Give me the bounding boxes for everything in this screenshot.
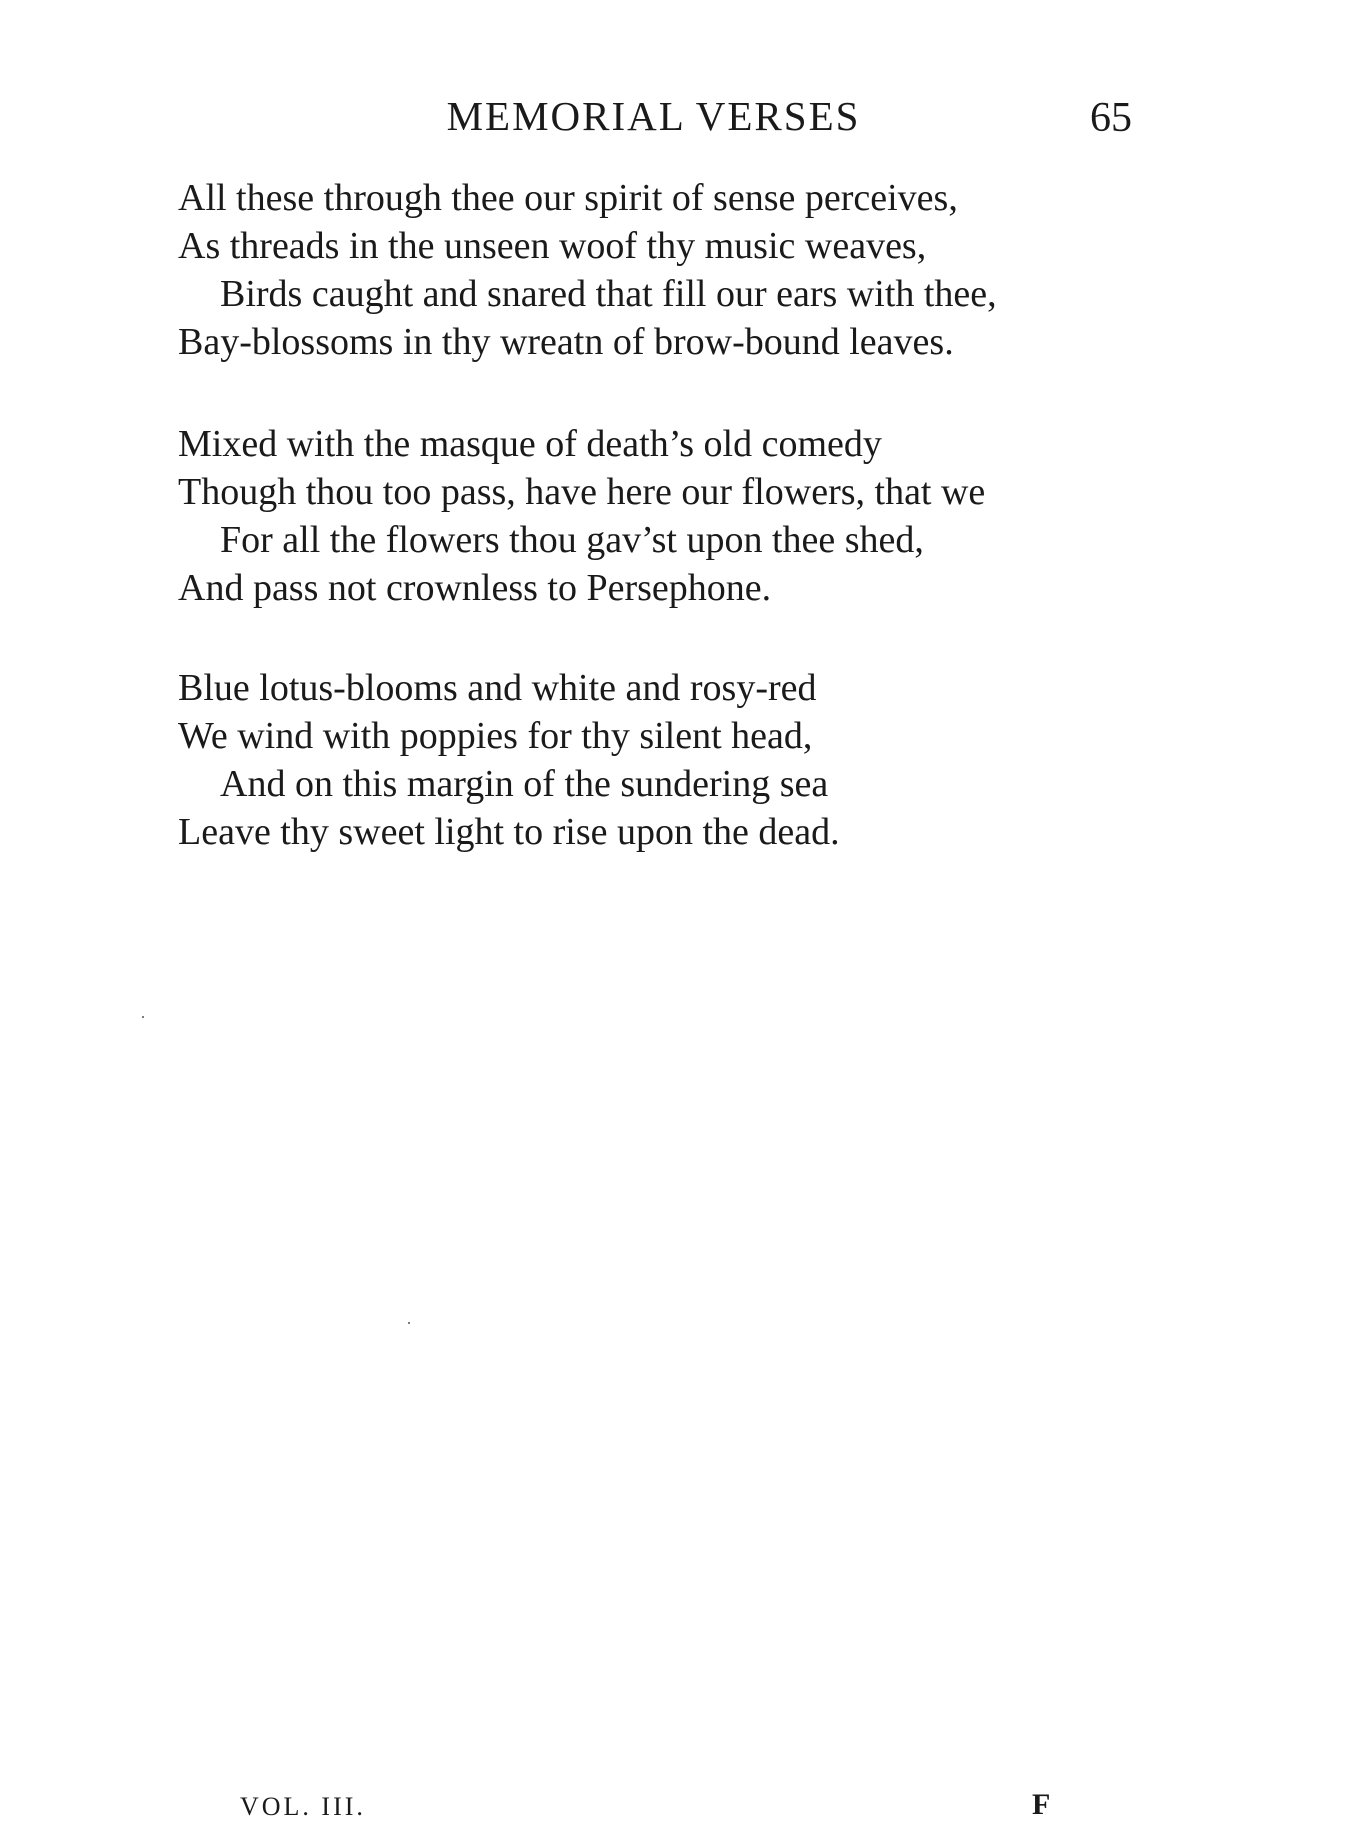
verse-line: Mixed with the masque of death’s old comedy (178, 423, 882, 465)
verse-line: And pass not crownless to Persephone. (178, 567, 772, 609)
verse-line: For all the flowers thou gav’st upon thee shed, (220, 519, 924, 561)
page-title (0, 92, 1345, 140)
page-footer (0, 1788, 1345, 1832)
verse-line: Blue lotus-blooms and white and rosy-red (178, 667, 817, 709)
stanza-3 (178, 664, 1178, 856)
verse-line: Though thou too pass, have here our flowers, that we (178, 471, 986, 513)
verse-line: As threads in the unseen woof thy music weaves, (178, 225, 927, 267)
stanza-2 (178, 420, 1178, 612)
verse-line: We wind with poppies for thy silent head, (178, 715, 813, 757)
print-speck (408, 1322, 410, 1324)
running-head (0, 92, 1345, 142)
gathering-signature: F (1032, 1788, 1051, 1821)
verse-line: Bay-blossoms in thy wreatn of brow-bound leaves. (178, 321, 954, 363)
verse-line: Leave thy sweet light to rise upon the dead. (178, 811, 840, 853)
verse-line: And on this margin of the sundering sea (220, 763, 829, 805)
volume-signature: VOL. III. (240, 1792, 366, 1821)
verse-line: All these through thee our spirit of sense perceives, (178, 177, 958, 219)
verse-line: Birds caught and snared that fill our ears with thee, (220, 273, 997, 315)
page-title-text: MEMORIAL VERSES (446, 93, 861, 139)
page-number: 65 (1090, 95, 1132, 141)
stanza-1 (178, 174, 1178, 366)
print-speck (142, 1016, 144, 1018)
